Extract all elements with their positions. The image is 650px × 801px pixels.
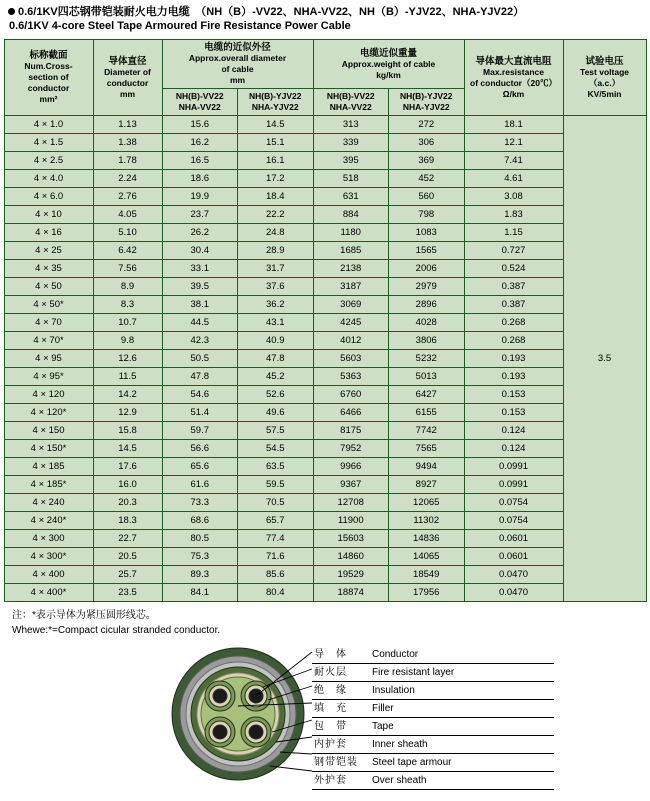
- table-cell: 45.2: [238, 368, 314, 386]
- table-cell: 68.6: [162, 512, 238, 530]
- table-cell: 30.4: [162, 242, 238, 260]
- table-cell: 395: [313, 152, 389, 170]
- table-cell: 63.5: [238, 458, 314, 476]
- table-cell: 4 × 6.0: [4, 188, 93, 206]
- table-cell: 80.4: [238, 584, 314, 602]
- table-cell: 26.2: [162, 224, 238, 242]
- legend-label-cn: 内护套: [314, 739, 347, 750]
- legend-label-en: Fire resistant layer: [372, 667, 455, 678]
- table-cell: 6760: [313, 386, 389, 404]
- table-cell: 12.1: [464, 134, 563, 152]
- table-cell: 0.0601: [464, 548, 563, 566]
- table-cell: 4 × 1.0: [4, 116, 93, 134]
- table-cell: 1.78: [93, 152, 162, 170]
- table-cell: 11302: [389, 512, 465, 530]
- table-cell: 17956: [389, 584, 465, 602]
- table-row: [4, 530, 646, 548]
- table-cell: 77.4: [238, 530, 314, 548]
- table-cell: 15603: [313, 530, 389, 548]
- table-cell: 6.42: [93, 242, 162, 260]
- table-cell: 631: [313, 188, 389, 206]
- table-cell: 70.5: [238, 494, 314, 512]
- table-row: [4, 368, 646, 386]
- table-cell: 4 × 240*: [4, 512, 93, 530]
- table-cell: 2.76: [93, 188, 162, 206]
- table-cell: 18.6: [162, 170, 238, 188]
- spec-table: [4, 39, 647, 602]
- table-cell: 0.387: [464, 278, 563, 296]
- table-cell: 38.1: [162, 296, 238, 314]
- table-cell: 4 × 35: [4, 260, 93, 278]
- table-cell: 3806: [389, 332, 465, 350]
- table-cell: 4 × 70*: [4, 332, 93, 350]
- legend-label-en: Over sheath: [372, 775, 427, 786]
- table-row: [4, 458, 646, 476]
- table-cell: 89.3: [162, 566, 238, 584]
- table-cell: 4 × 120: [4, 386, 93, 404]
- notes-block: [12, 608, 650, 638]
- table-cell: 18.1: [464, 116, 563, 134]
- table-cell: 23.7: [162, 206, 238, 224]
- table-cell: 37.6: [238, 278, 314, 296]
- table-cell: 9494: [389, 458, 465, 476]
- col-header-weight: 电缆近似重量 Approx.weight of cable kg/km: [313, 40, 464, 89]
- table-cell: 19529: [313, 566, 389, 584]
- table-cell: 14836: [389, 530, 465, 548]
- table-cell: 4.61: [464, 170, 563, 188]
- table-cell: 65.6: [162, 458, 238, 476]
- table-cell: 6466: [313, 404, 389, 422]
- table-cell: 4 × 185: [4, 458, 93, 476]
- cable-illustration: [160, 644, 320, 786]
- table-cell: 18874: [313, 584, 389, 602]
- table-cell: 0.153: [464, 386, 563, 404]
- table-cell: 4 × 25: [4, 242, 93, 260]
- table-cell: 11.5: [93, 368, 162, 386]
- table-cell: 4 × 95: [4, 350, 93, 368]
- table-cell: 80.5: [162, 530, 238, 548]
- table-cell: 9367: [313, 476, 389, 494]
- table-cell: 4 × 10: [4, 206, 93, 224]
- table-cell: 0.124: [464, 440, 563, 458]
- table-cell: 518: [313, 170, 389, 188]
- table-cell: 2.24: [93, 170, 162, 188]
- table-cell: 4 × 400*: [4, 584, 93, 602]
- table-cell: 12708: [313, 494, 389, 512]
- table-cell: 452: [389, 170, 465, 188]
- table-cell: 54.6: [162, 386, 238, 404]
- table-cell: 51.4: [162, 404, 238, 422]
- table-cell: 47.8: [162, 368, 238, 386]
- heading-line-chinese: [8, 5, 642, 19]
- table-row: [4, 134, 646, 152]
- legend-label-en: Conductor: [372, 649, 419, 660]
- table-row: [4, 152, 646, 170]
- table-cell: 4 × 50*: [4, 296, 93, 314]
- table-cell: 14860: [313, 548, 389, 566]
- table-cell: 7.41: [464, 152, 563, 170]
- table-cell: 18.4: [238, 188, 314, 206]
- table-cell: 560: [389, 188, 465, 206]
- table-cell: 71.6: [238, 548, 314, 566]
- legend-label-cn: 填 充: [314, 703, 347, 714]
- table-cell: 5603: [313, 350, 389, 368]
- table-cell: 4.05: [93, 206, 162, 224]
- table-cell: 23.5: [93, 584, 162, 602]
- table-cell: 50.5: [162, 350, 238, 368]
- table-cell: 10.7: [93, 314, 162, 332]
- table-cell: 11900: [313, 512, 389, 530]
- table-cell: 17.6: [93, 458, 162, 476]
- table-cell: 5.10: [93, 224, 162, 242]
- table-row: [4, 386, 646, 404]
- table-cell: 4 × 70: [4, 314, 93, 332]
- table-cell: 2138: [313, 260, 389, 278]
- table-cell: 2979: [389, 278, 465, 296]
- subheader-weight-vv22: NH(B)-VV22 NHA-VV22: [313, 89, 389, 116]
- table-cell: 0.0991: [464, 476, 563, 494]
- table-cell: 4 × 16: [4, 224, 93, 242]
- table-cell: 19.9: [162, 188, 238, 206]
- table-cell: 17.2: [238, 170, 314, 188]
- table-cell: 28.9: [238, 242, 314, 260]
- legend-item: [312, 736, 554, 754]
- table-cell: 6155: [389, 404, 465, 422]
- table-row: [4, 440, 646, 458]
- table-cell: 47.8: [238, 350, 314, 368]
- table-row: [4, 512, 646, 530]
- table-cell: 0.0991: [464, 458, 563, 476]
- table-cell: 20.3: [93, 494, 162, 512]
- table-cell: 75.3: [162, 548, 238, 566]
- table-cell: 7952: [313, 440, 389, 458]
- table-cell: 16.1: [238, 152, 314, 170]
- subheader-weight-yjv22: NH(B)-YJV22 NHA-YJV22: [389, 89, 465, 116]
- table-cell: 6427: [389, 386, 465, 404]
- table-cell: 7.56: [93, 260, 162, 278]
- bullet-icon: [8, 8, 15, 15]
- table-cell: 4 × 1.5: [4, 134, 93, 152]
- table-cell: 44.5: [162, 314, 238, 332]
- table-cell: 8175: [313, 422, 389, 440]
- table-cell: 1565: [389, 242, 465, 260]
- table-cell: 56.6: [162, 440, 238, 458]
- table-cell: 4012: [313, 332, 389, 350]
- table-cell: 0.268: [464, 314, 563, 332]
- legend-label-en: Insulation: [372, 685, 415, 696]
- table-row: [4, 224, 646, 242]
- table-cell: 65.7: [238, 512, 314, 530]
- table-cell: 16.2: [162, 134, 238, 152]
- cable-cross-section-diagram: [0, 644, 650, 789]
- table-cell: 0.0470: [464, 584, 563, 602]
- legend-label-en: Inner sheath: [372, 739, 428, 750]
- table-cell: 5363: [313, 368, 389, 386]
- table-cell: 59.5: [238, 476, 314, 494]
- table-cell: 798: [389, 206, 465, 224]
- table-cell: 18.3: [93, 512, 162, 530]
- table-cell: 3187: [313, 278, 389, 296]
- heading-line-english: 0.6/1KV 4-core Steel Tape Armoured Fire Resistance Power Cable: [9, 20, 351, 32]
- table-row: [4, 404, 646, 422]
- table-cell: 4 × 95*: [4, 368, 93, 386]
- table-cell: 42.3: [162, 332, 238, 350]
- table-row: [4, 278, 646, 296]
- table-cell: 14.5: [93, 440, 162, 458]
- table-cell: 0.524: [464, 260, 563, 278]
- table-row: [4, 206, 646, 224]
- legend-label-en: Filler: [372, 703, 394, 714]
- table-row: [4, 476, 646, 494]
- table-row: [4, 584, 646, 602]
- legend-item: [312, 646, 554, 664]
- table-cell: 8.9: [93, 278, 162, 296]
- table-cell: 8927: [389, 476, 465, 494]
- table-cell: 0.193: [464, 350, 563, 368]
- legend-label-cn: 耐火层: [314, 667, 347, 678]
- legend-item: [312, 700, 554, 718]
- table-cell: 43.1: [238, 314, 314, 332]
- table-cell: 59.7: [162, 422, 238, 440]
- table-cell: 4 × 300*: [4, 548, 93, 566]
- spec-table-body: [4, 116, 646, 602]
- table-cell: 85.6: [238, 566, 314, 584]
- table-row: [4, 116, 646, 134]
- table-cell: 39.5: [162, 278, 238, 296]
- table-cell: 15.1: [238, 134, 314, 152]
- table-cell: 1180: [313, 224, 389, 242]
- table-cell: 272: [389, 116, 465, 134]
- table-cell: 7565: [389, 440, 465, 458]
- table-cell: 1083: [389, 224, 465, 242]
- table-cell: 25.7: [93, 566, 162, 584]
- table-cell: 12.6: [93, 350, 162, 368]
- table-row: [4, 242, 646, 260]
- table-cell: 22.2: [238, 206, 314, 224]
- table-cell: 16.0: [93, 476, 162, 494]
- table-cell: 0.387: [464, 296, 563, 314]
- table-cell: 0.268: [464, 332, 563, 350]
- legend-item: [312, 754, 554, 772]
- table-cell: 0.727: [464, 242, 563, 260]
- table-cell: 8.3: [93, 296, 162, 314]
- col-header-cross-section: 标称截面 Num.Cross- section of conductor mm²: [4, 40, 93, 116]
- table-cell: 4 × 240: [4, 494, 93, 512]
- table-cell: 4 × 150: [4, 422, 93, 440]
- table-cell: 20.5: [93, 548, 162, 566]
- col-header-test-voltage: 试验电压 Test voltage （a.c.） KV/5min: [563, 40, 646, 116]
- legend-item: [312, 718, 554, 736]
- table-cell: 4 × 185*: [4, 476, 93, 494]
- table-cell: 4 × 4.0: [4, 170, 93, 188]
- table-cell: 54.5: [238, 440, 314, 458]
- table-cell: 9966: [313, 458, 389, 476]
- table-cell: 14.5: [238, 116, 314, 134]
- table-row: [4, 188, 646, 206]
- legend-label-cn: 绝 缘: [314, 685, 347, 696]
- table-cell: 18549: [389, 566, 465, 584]
- table-cell: 49.6: [238, 404, 314, 422]
- table-cell: 1.83: [464, 206, 563, 224]
- col-header-conductor-diameter: 导体直径 Diameter of conductor mm: [93, 40, 162, 116]
- table-row: [4, 494, 646, 512]
- table-row: [4, 170, 646, 188]
- table-cell: 24.8: [238, 224, 314, 242]
- table-cell: 1.15: [464, 224, 563, 242]
- note-line-cn: 注：*表示导体为紧压圆形线芯。: [12, 610, 156, 621]
- table-cell: 14065: [389, 548, 465, 566]
- table-cell: 12.9: [93, 404, 162, 422]
- table-row: [4, 422, 646, 440]
- legend-item: [312, 772, 554, 790]
- col-header-max-resistance: 导体最大直流电阻 Max.resistance of conductor（20℃） Ω/km: [464, 40, 563, 116]
- table-cell: 5232: [389, 350, 465, 368]
- table-cell: 31.7: [238, 260, 314, 278]
- table-cell: 1.13: [93, 116, 162, 134]
- table-cell: 0.0470: [464, 566, 563, 584]
- table-cell: 61.6: [162, 476, 238, 494]
- table-cell: 306: [389, 134, 465, 152]
- table-cell: 52.6: [238, 386, 314, 404]
- legend-label-cn: 导 体: [314, 649, 347, 660]
- table-cell: 1.38: [93, 134, 162, 152]
- table-row: [4, 260, 646, 278]
- table-cell: 4 × 120*: [4, 404, 93, 422]
- test-voltage-value: 3.5: [563, 116, 646, 602]
- table-cell: 2896: [389, 296, 465, 314]
- legend-item: [312, 664, 554, 682]
- table-row: [4, 332, 646, 350]
- subheader-diameter-vv22: NH(B)-VV22 NHA-VV22: [162, 89, 238, 116]
- table-row: [4, 350, 646, 368]
- table-row: [4, 314, 646, 332]
- table-cell: 5013: [389, 368, 465, 386]
- table-cell: 84.1: [162, 584, 238, 602]
- table-cell: 369: [389, 152, 465, 170]
- table-cell: 16.5: [162, 152, 238, 170]
- legend-item: [312, 682, 554, 700]
- table-cell: 12065: [389, 494, 465, 512]
- table-cell: 4028: [389, 314, 465, 332]
- table-cell: 33.1: [162, 260, 238, 278]
- table-cell: 1685: [313, 242, 389, 260]
- subheader-diameter-yjv22: NH(B)-YJV22 NHA-YJV22: [238, 89, 314, 116]
- table-cell: 0.193: [464, 368, 563, 386]
- note-line-en: Whewe:*=Compact cicular stranded conductor.: [12, 625, 221, 636]
- table-cell: 4245: [313, 314, 389, 332]
- header-row-main: [4, 40, 646, 89]
- table-cell: 3.08: [464, 188, 563, 206]
- table-cell: 4 × 300: [4, 530, 93, 548]
- table-cell: 9.8: [93, 332, 162, 350]
- table-cell: 15.6: [162, 116, 238, 134]
- table-cell: 0.0754: [464, 512, 563, 530]
- col-header-overall-diameter: 电缆的近似外径 Approx.overall diameter of cable mm: [162, 40, 313, 89]
- table-cell: 73.3: [162, 494, 238, 512]
- table-row: [4, 548, 646, 566]
- table-cell: 15.8: [93, 422, 162, 440]
- table-cell: 57.5: [238, 422, 314, 440]
- table-cell: 40.9: [238, 332, 314, 350]
- legend-label-cn: 钢带铠装: [314, 757, 358, 768]
- table-cell: 4 × 400: [4, 566, 93, 584]
- table-cell: 4 × 50: [4, 278, 93, 296]
- table-row: [4, 296, 646, 314]
- table-cell: 4 × 150*: [4, 440, 93, 458]
- document-heading: [0, 0, 650, 35]
- legend-label-cn: 外护套: [314, 775, 347, 786]
- table-cell: 7742: [389, 422, 465, 440]
- table-cell: 2006: [389, 260, 465, 278]
- table-cell: 339: [313, 134, 389, 152]
- legend-label-cn: 包 带: [314, 721, 347, 732]
- table-cell: 14.2: [93, 386, 162, 404]
- table-cell: 884: [313, 206, 389, 224]
- table-cell: 4 × 2.5: [4, 152, 93, 170]
- table-cell: 0.0754: [464, 494, 563, 512]
- legend-label-en: Tape: [372, 721, 394, 732]
- table-cell: 3069: [313, 296, 389, 314]
- table-cell: 0.0601: [464, 530, 563, 548]
- table-cell: 22.7: [93, 530, 162, 548]
- cable-legend: [312, 646, 642, 790]
- table-cell: 36.2: [238, 296, 314, 314]
- table-cell: 0.153: [464, 404, 563, 422]
- heading-text-cn: 0.6/1KV四芯钢带铠装耐火电力电缆 （NH（B）-VV22、NHA-VV22、NH（B）-YJV22、NHA-YJV22）: [18, 6, 525, 18]
- spec-table-head: [4, 40, 646, 116]
- legend-label-en: Steel tape armour: [372, 757, 452, 768]
- table-cell: 0.124: [464, 422, 563, 440]
- table-row: [4, 566, 646, 584]
- table-cell: 313: [313, 116, 389, 134]
